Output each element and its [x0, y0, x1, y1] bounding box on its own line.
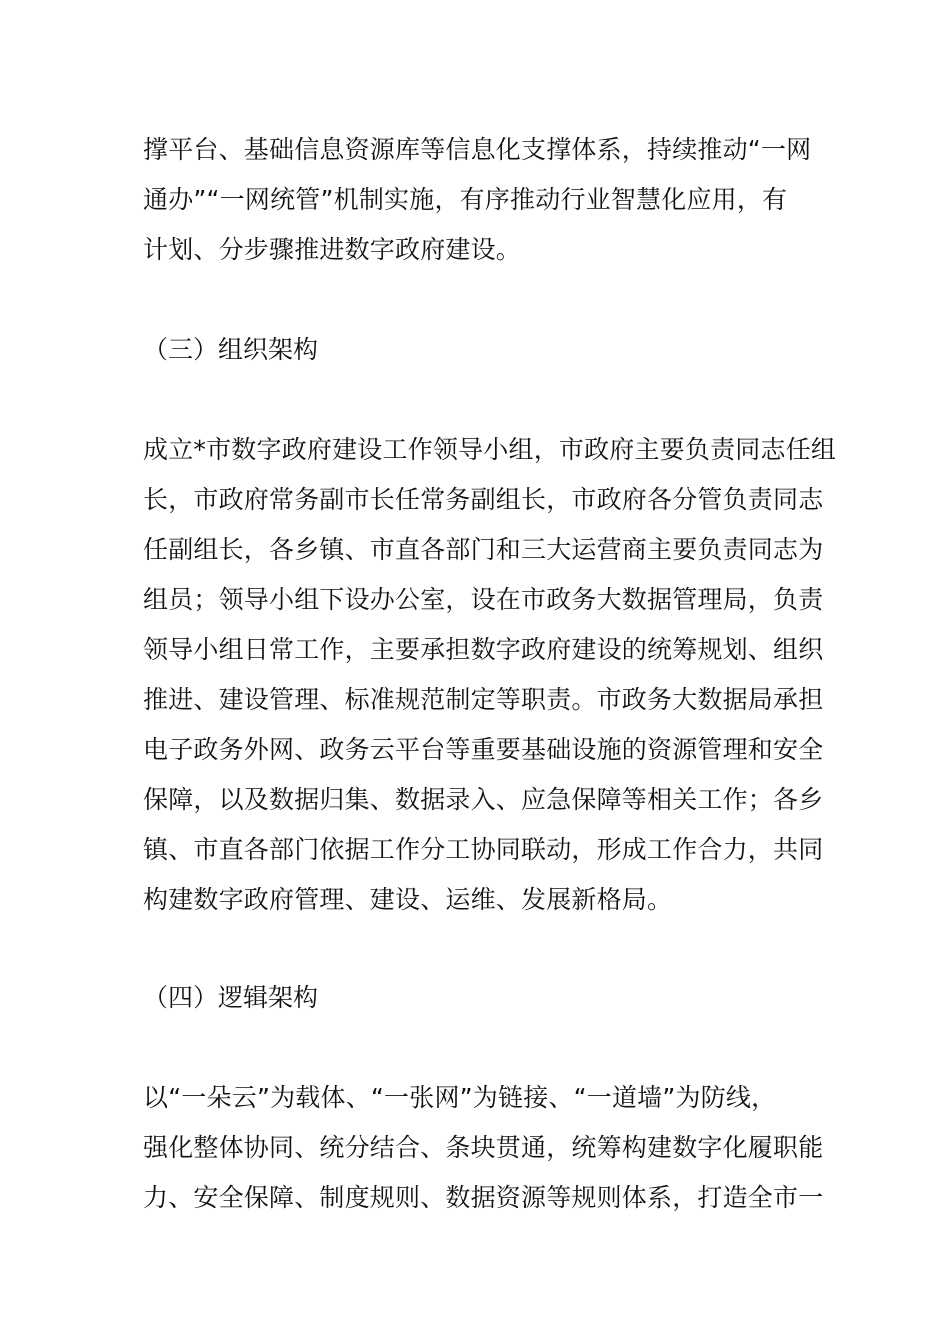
- text-line: 长，市政府常务副市长任常务副组长，市政府各分管负责同志: [143, 485, 824, 514]
- paragraph-organization: [143, 425, 837, 925]
- text-line: 电子政务外网、政务云平台等重要基础设施的资源管理和安全: [143, 735, 824, 764]
- text-line: 构建数字政府管理、建设、运维、发展新格局。: [143, 885, 673, 914]
- text-line: 撑平台、基础信息资源库等信息化支撑体系，持续推动“一网: [143, 135, 812, 164]
- text-line: 镇、市直各部门依据工作分工协同联动，形成工作合力，共同: [143, 835, 824, 864]
- text-line: 推进、建设管理、标准规范制定等职责。市政务大数据局承担: [143, 685, 824, 714]
- text-line: 力、安全保障、制度规则、数据资源等规则体系，打造全市一: [143, 1183, 824, 1212]
- text-line: 成立*市数字政府建设工作领导小组，市政府主要负责同志任组: [143, 435, 837, 464]
- text-line: 以“一朵云”为载体、“一张网”为链接、“一道墙”为防线，: [143, 1083, 777, 1112]
- section-heading-organization: （三）组织架构: [143, 335, 319, 364]
- text-line: 计划、分步骤推进数字政府建设。: [143, 235, 522, 264]
- text-line: 通办”“一网统管”机制实施，有序推动行业智慧化应用，有: [143, 185, 788, 214]
- text-line: 领导小组日常工作，主要承担数字政府建设的统筹规划、组织: [143, 635, 824, 664]
- text-line: 组员；领导小组下设办公室，设在市政务大数据管理局，负责: [143, 585, 824, 614]
- paragraph-logical-architecture: [143, 1073, 823, 1223]
- paragraph-digital-government-intro: [143, 125, 823, 275]
- section-heading-logical-architecture: （四）逻辑架构: [143, 983, 319, 1012]
- text-line: 任副组长，各乡镇、市直各部门和三大运营商主要负责同志为: [143, 535, 824, 564]
- text-line: 强化整体协同、统分结合、条块贯通，统筹构建数字化履职能: [143, 1133, 824, 1162]
- text-line: 保障，以及数据归集、数据录入、应急保障等相关工作；各乡: [143, 785, 824, 814]
